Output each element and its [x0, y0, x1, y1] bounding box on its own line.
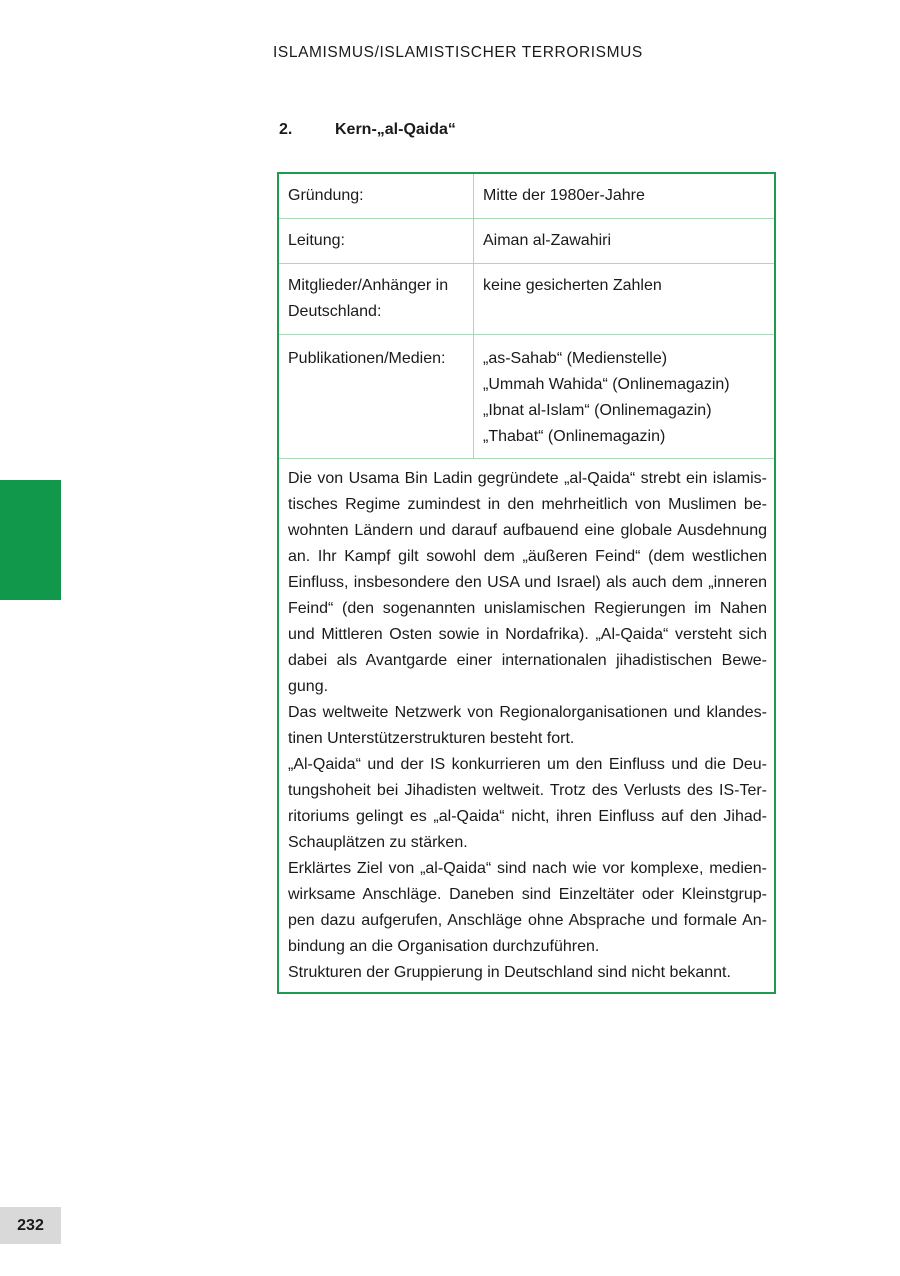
description-paragraph: Strukturen der Gruppierung in Deutschland sind nicht bekannt.	[288, 964, 731, 981]
publication-item: „Ummah Wahida“ (Onlinemagazin)	[483, 376, 730, 393]
fact-row-members	[279, 264, 774, 335]
publication-item: „Thabat“ (Onlinemagazin)	[483, 428, 666, 445]
fact-value: Aiman al-Zawahiri	[474, 219, 775, 264]
fact-label: Leitung:	[279, 219, 474, 264]
description-paragraph: Erklärtes Ziel von „al-Qaida“ sind nach wie vor komplexe, medienwirksame Anschläge. Daneben sind Einzeltäter oder Kleinstgruppen dazu aufgerufen, Anschläge ohne Absprache und formale Anbindung an die Organisation durchzuführen.	[288, 860, 767, 955]
fact-table	[279, 174, 774, 459]
fact-value	[474, 335, 775, 459]
fact-label: Mitglieder/Anhänger in Deutschland:	[279, 264, 474, 335]
fact-row-founding	[279, 174, 774, 219]
info-box	[277, 172, 776, 994]
fact-row-leadership	[279, 219, 774, 264]
description-paragraph: Das weltweite Netzwerk von Regionalorganisationen und klandestinen Unterstützerstrukturen besteht fort.	[288, 704, 767, 747]
fact-label: Publikationen/Medien:	[279, 335, 474, 459]
section-number: 2.	[279, 121, 293, 138]
description-paragraph: „Al-Qaida“ und der IS konkurrieren um den Einfluss und die Deutungshoheit bei Jihadisten weltweit. Trotz des Verlusts des IS-Territoriums gelingt es „al-Qaida“ nicht, ihren Einfluss auf den Jihad-Schauplätzen zu stärken.	[288, 756, 767, 851]
description-paragraph: Die von Usama Bin Ladin gegründete „al-Qaida“ strebt ein islamistisches Regime zumindest in den mehrheitlich von Muslimen bewohnten Ländern und darauf aufbauend eine globale Ausdehnung an. Ihr Kampf gilt sowohl dem „äußeren Feind“ (dem westlichen Einfluss, insbesondere den USA und Israel) als auch dem „inneren Feind“ (den sogenannten unislamischen Regierungen im Nahen und Mittleren Osten sowie in Nordafrika). „Al-Qaida“ versteht sich dabei als Avantgarde einer internationalen jihadistischen Bewegung.	[288, 470, 767, 695]
page-number: 232	[0, 1207, 61, 1244]
running-header: ISLAMISMUS/ISLAMISTISCHER TERRORISMUS	[273, 44, 643, 61]
section-heading	[279, 121, 456, 139]
fact-value: keine gesicherten Zahlen	[474, 264, 775, 335]
chapter-marker-tab	[0, 480, 61, 600]
section-title: Kern-„al-Qaida“	[335, 121, 456, 138]
publication-item: „as-Sahab“ (Medienstelle)	[483, 350, 668, 367]
description-text	[279, 459, 774, 992]
publication-item: „Ibnat al-Islam“ (Onlinemagazin)	[483, 402, 712, 419]
fact-label: Gründung:	[279, 174, 474, 219]
fact-row-publications	[279, 335, 774, 459]
fact-value: Mitte der 1980er-Jahre	[474, 174, 775, 219]
